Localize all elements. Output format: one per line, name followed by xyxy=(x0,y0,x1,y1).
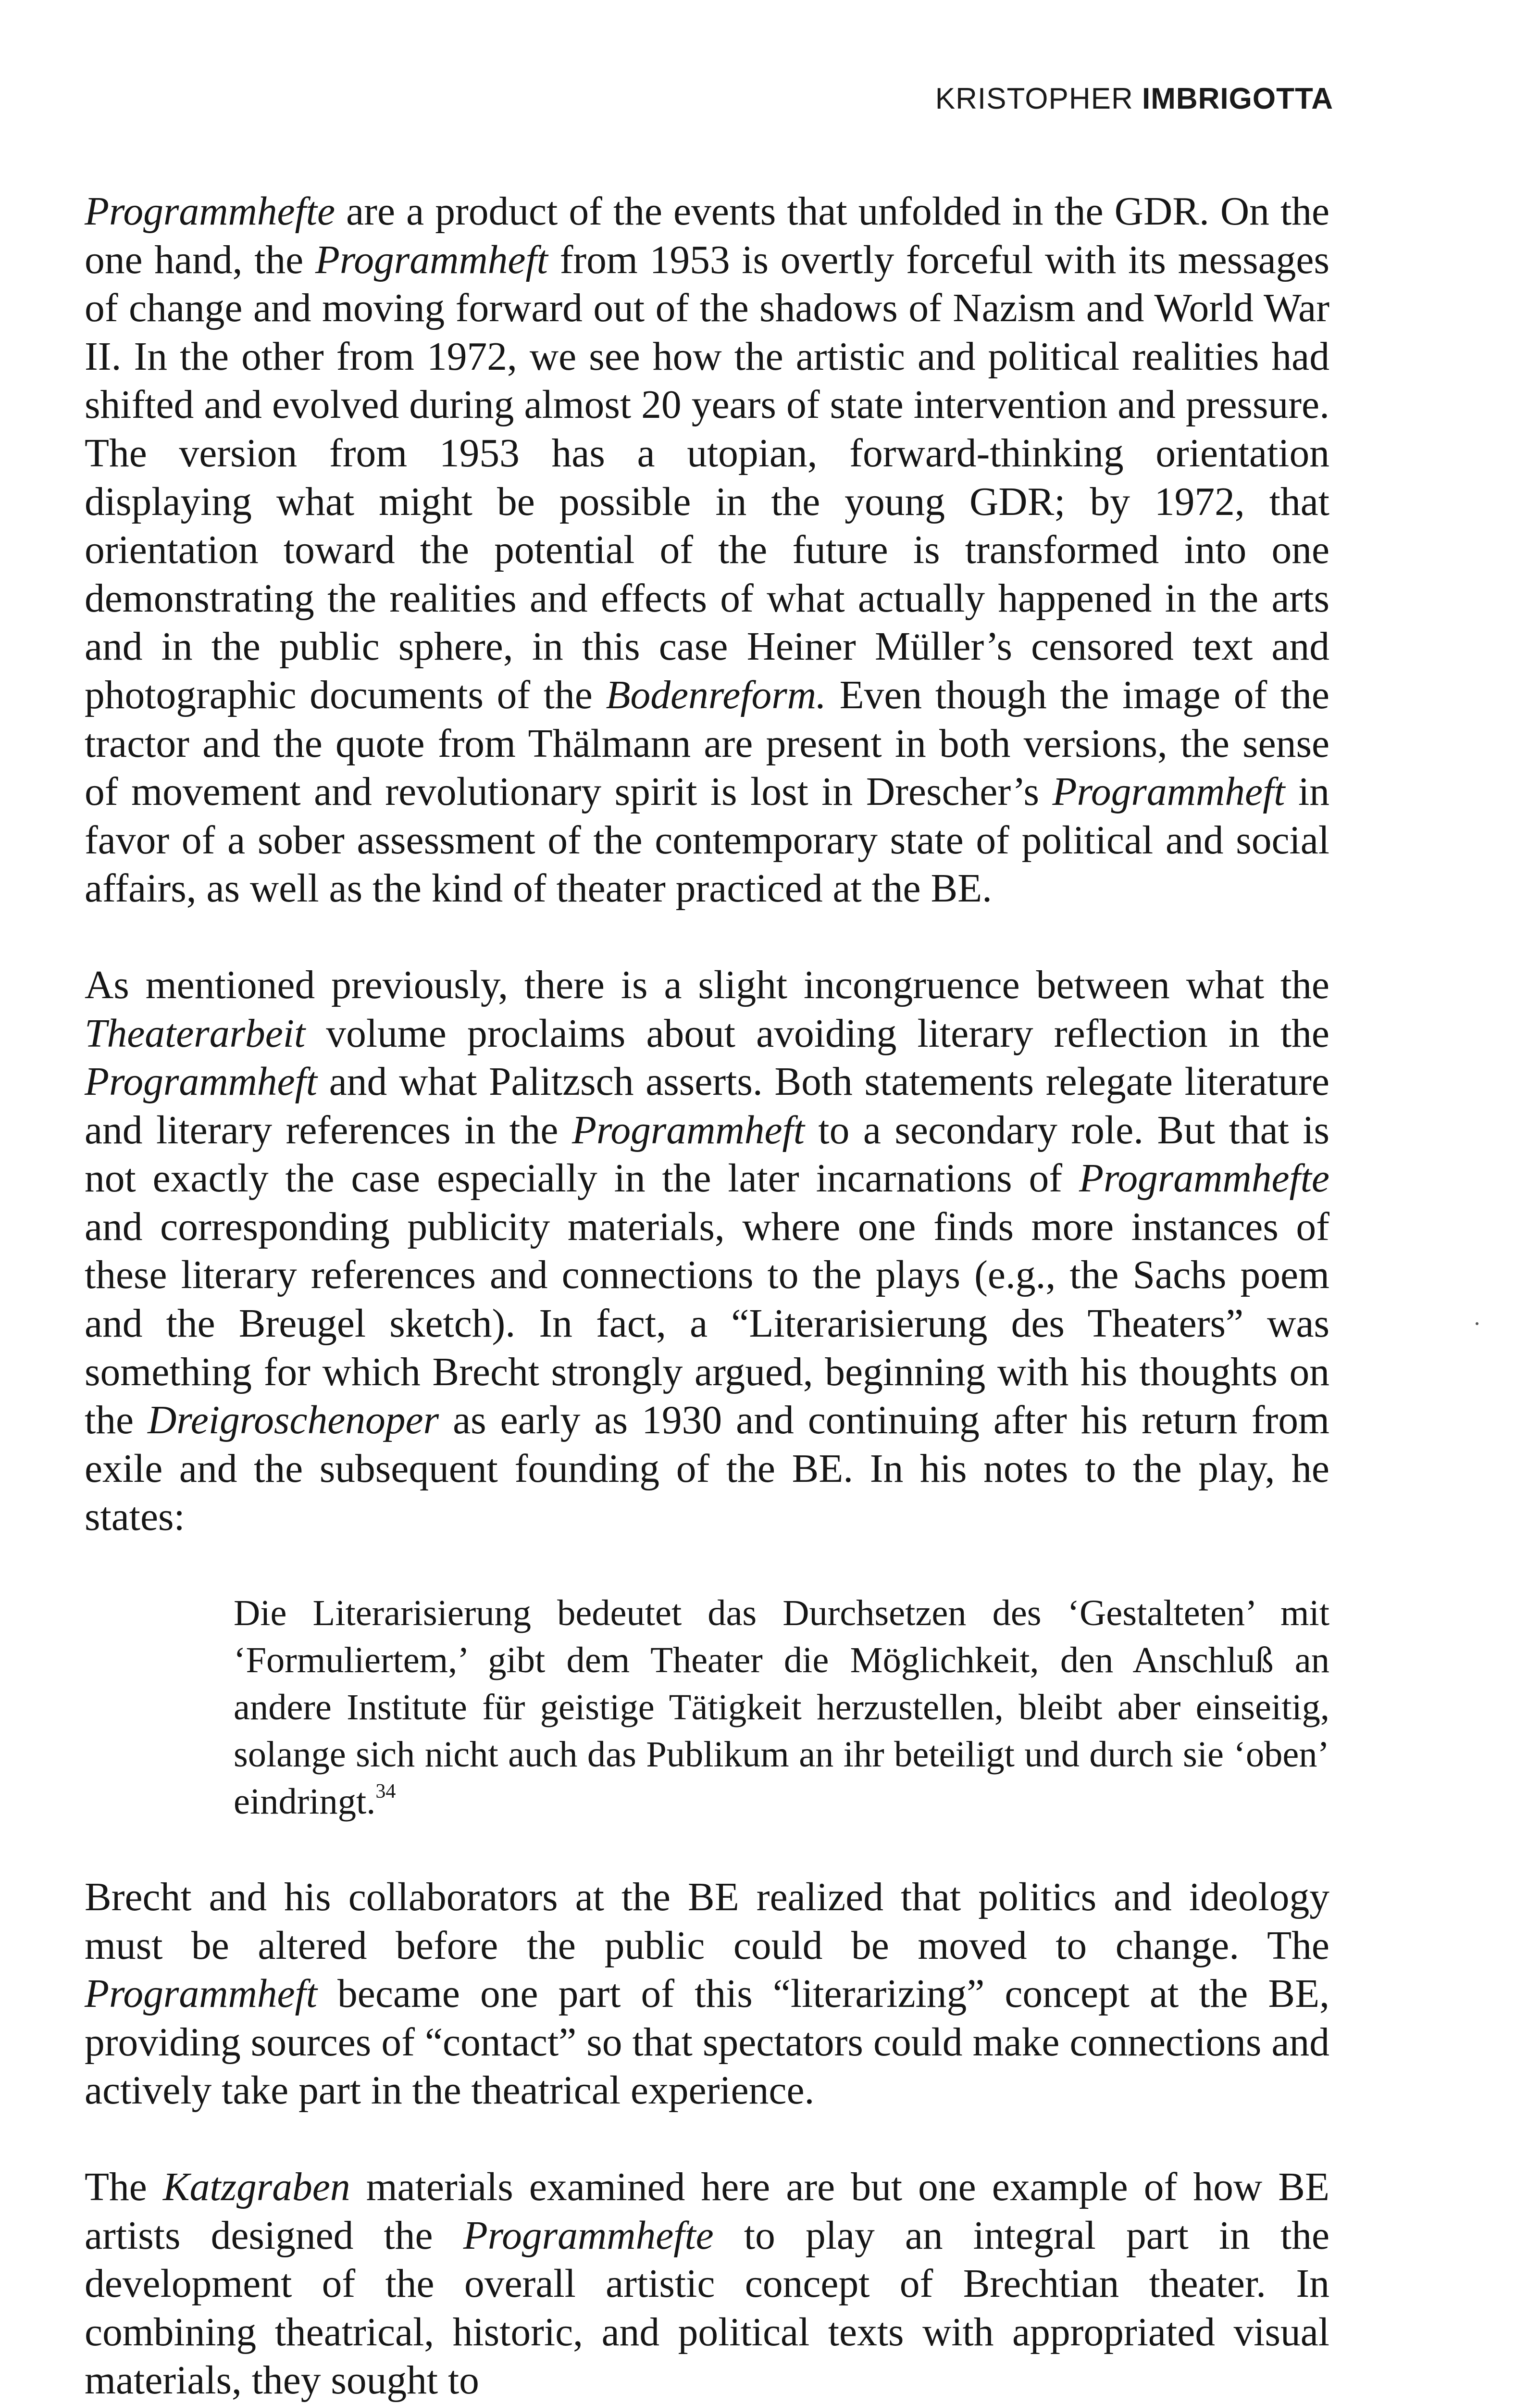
footnote-ref: 34 xyxy=(375,1780,396,1803)
text-run: As mentioned previously, there is a slight incongruence between what the xyxy=(85,963,1329,1007)
italic-term: Programmheft xyxy=(315,238,548,282)
italic-term: Programmhefte xyxy=(463,2213,714,2258)
italic-term: Katzgraben xyxy=(162,2165,350,2209)
header-author-first: KRISTOPHER xyxy=(935,82,1133,115)
text-run: to play an integral part in the development of the overall artistic concept of Brechtian theater. In combining theatrical, historic, and political texts with appropriated visual materials, they sought to xyxy=(85,2213,1330,2403)
italic-term: Bodenreform. xyxy=(606,673,826,717)
italic-term: Programmheft xyxy=(1052,770,1285,814)
text-run: from 1953 is overtly forceful with its messages of change and moving forward out of the shadows of Nazism and World War II. In the other from 1972, we see how the artistic and political realities had shifted and evolved during almost 20 years of state intervention and pressure. The version from 1953 has a utopian, forward-thinking orientation displaying what might be possible in the young GDR; by 1972, that orientation toward the potential of the future is transformed into one demonstrating the realities and effects of what actually happened in the arts and in the public sphere, in this case Heiner Müller’s censored text and photographic documents of the xyxy=(85,238,1329,717)
italic-term: Programmhefte xyxy=(1079,1156,1329,1201)
text-run: Even though the image of the tractor and the quote from Thälmann are present in both versions, the sense of movement and revolutionary spirit is lost in Drescher’s xyxy=(85,673,1329,814)
paragraph-3 xyxy=(85,1873,1329,2115)
block-quote xyxy=(234,1590,1329,1825)
italic-term: Theaterarbeit xyxy=(85,1011,306,1056)
text-run: are a product of the events that unfolded in the GDR. On the one hand, the xyxy=(85,189,1329,282)
text-run: materials examined here are but one example of how BE artists designed the xyxy=(85,2165,1329,2258)
scan-speck xyxy=(1476,1322,1478,1325)
body-text xyxy=(85,188,1329,2404)
header-author-last: IMBRIGOTTA xyxy=(1142,82,1333,115)
text-run: and what Palitzsch asserts. Both statements relegate literature and literary references in the xyxy=(85,1060,1329,1152)
italic-term: Programmheft xyxy=(571,1108,805,1152)
italic-term: Programmheft xyxy=(85,1060,317,1104)
running-header xyxy=(935,82,1333,116)
text-run: as early as 1930 and continuing after his return from exile and the subsequent founding of the BE. In his notes to the play, he states: xyxy=(85,1398,1329,1540)
text-run: and corresponding publicity materials, where one finds more instances of these literary references and connections to the plays (e.g., the Sachs poem and the Breugel sketch). In fact, a “Literarisierung des Theaters” was something for which Brecht strongly argued, beginning with his thoughts on the xyxy=(85,1204,1329,1443)
text-run: The xyxy=(85,2165,163,2209)
quote-text: Die Literarisierung bedeutet das Durchsetzen des ‘Gestalteten’ mit ‘Formuliertem,’ gibt dem Theater die Möglichkeit, den Anschluß an andere Institute für geistige Tätigkeit herzustellen, bleibt aber einseitig, solange sich nicht auch das Publikum an ihr beteiligt und durch sie ‘oben’ eindringt. xyxy=(234,1592,1329,1822)
paragraph-2 xyxy=(85,961,1329,1541)
italic-term: Programmheft xyxy=(85,1972,317,2016)
paragraph-4 xyxy=(85,2163,1329,2404)
italic-term: Programmhefte xyxy=(85,189,335,234)
text-run: Brecht and his collaborators at the BE realized that politics and ideology must be altered before the public could be moved to change. The xyxy=(85,1875,1329,1968)
italic-term: Dreigroschenoper xyxy=(148,1398,439,1443)
text-run: became one part of this “literarizing” concept at the BE, providing sources of “contact” so that spectators could make connections and actively take part in the theatrical experience. xyxy=(85,1972,1329,2113)
text-run: volume proclaims about avoiding literary reflection in the xyxy=(305,1011,1329,1056)
text-run: in favor of a sober assessment of the contemporary state of political and social affairs, as well as the kind of theater practiced at the BE. xyxy=(85,770,1329,911)
paragraph-1 xyxy=(85,188,1329,913)
text-run: to a secondary role. But that is not exactly the case especially in the later incarnations of xyxy=(85,1108,1330,1201)
